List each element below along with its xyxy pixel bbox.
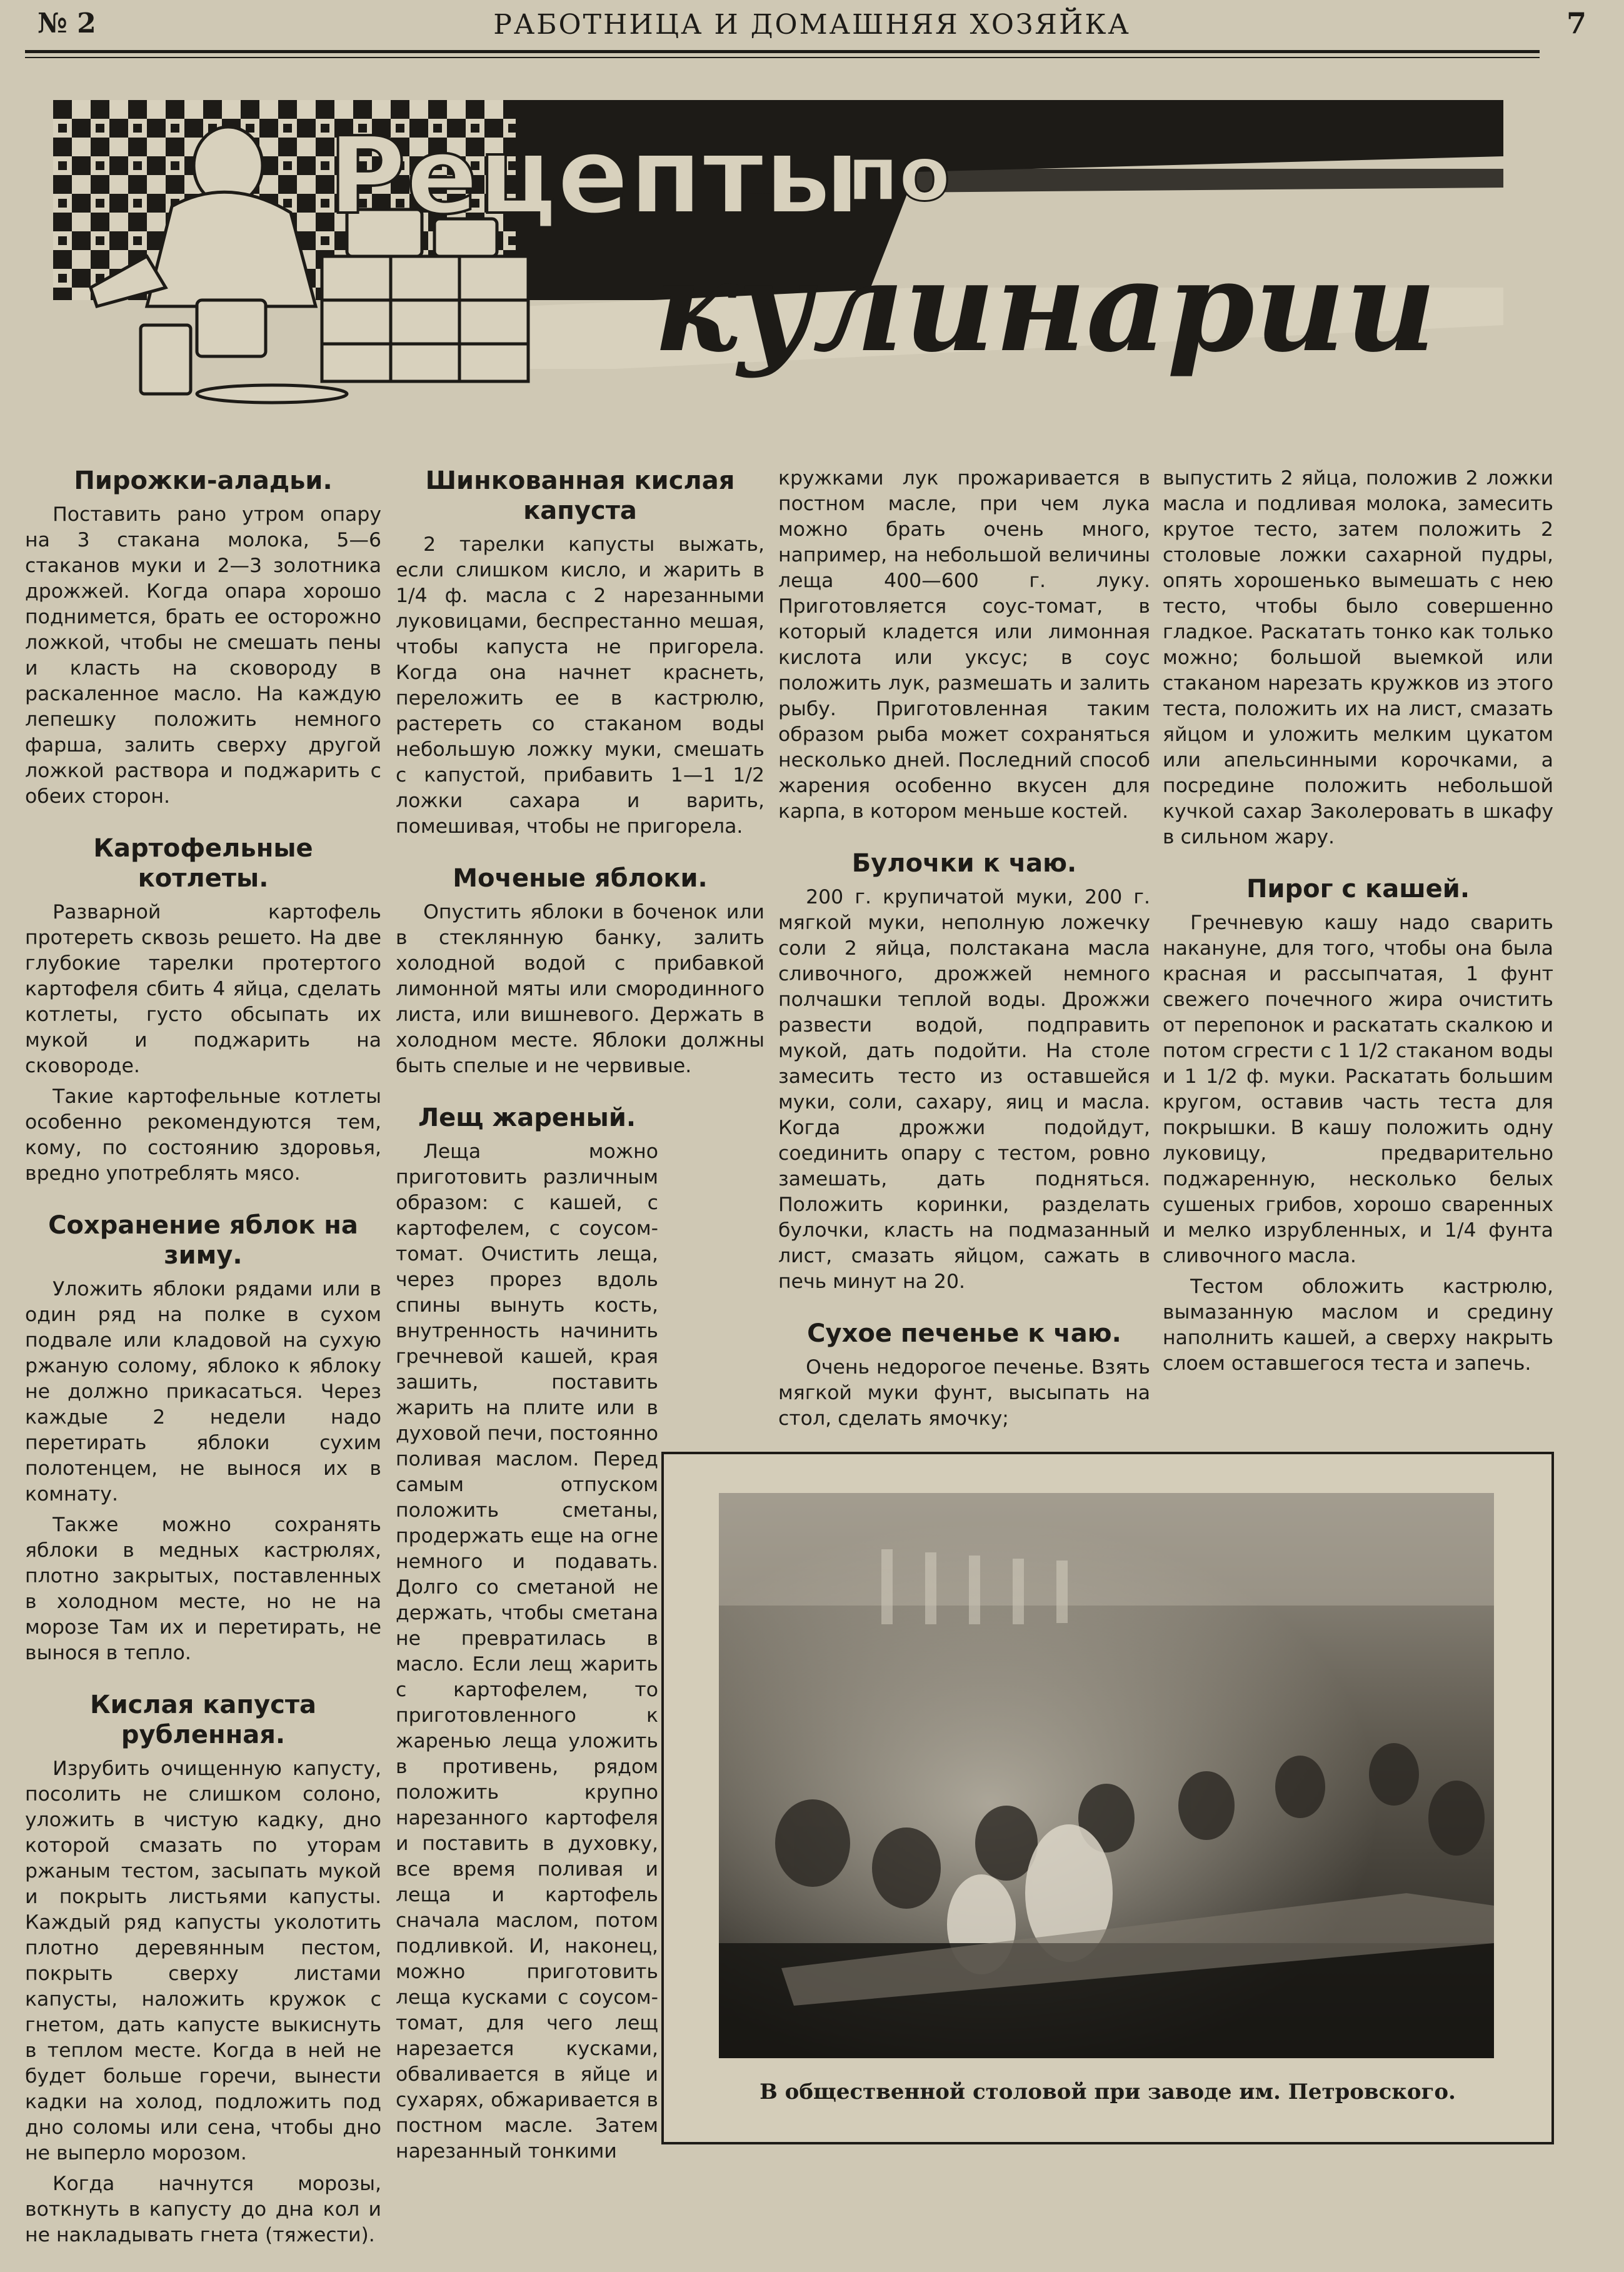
article-pechenye (778, 1319, 1150, 1432)
column-3 (778, 466, 1150, 1455)
article-yabloki-zima (25, 1210, 381, 1666)
article-text: Такие картофельные котлеты особенно рекомендуются тем, кому, по состоянию здоровья, вредно употреблять мясо. (25, 1085, 381, 1185)
article-pirog (1163, 874, 1553, 1377)
article-leshch-continued (778, 466, 1150, 825)
article-text: Когда начнутся морозы, воткнуть в капусту до дна кол и не накладывать гнета (тяжести). (25, 2173, 381, 2246)
stove (322, 256, 528, 381)
article-title: Кислая капуста рубленная. (89, 1691, 317, 1749)
article-text: Опустить яблоки в боченок или в стеклянную банку, залить холодной водой с прибавкой лимонной мяты или смородинного листа, или вишневого. Держать в холодном месте. Яблоки должны быть спелые и не червивые. (396, 901, 764, 1077)
article-text: Изрубить очищенную капусту, посолить не слишком солоно, уложить в чистую кадку, дно которой смазать по уторам ржаным тестом, засыпать мукой и покрыть листьями капусты. Каждый ряд капусты уколотить плотно деревянным пестом, покрыть сверху листами капусты, наложить кружок с гнетом, дать капусте выкиснуть в теплом месте. Когда в ней не будет больше горечи, вынести кадки на холод, подложить под дно соломы или сена, чтобы дно не выперло морозом. (25, 1757, 381, 2164)
article-text: Уложить яблоки рядами или в один ряд на полке в сухом подвале или кладовой на сухую ржаную солому, яблоко к яблоку не должно прикасаться. Через каждые 2 недели надо перетирать яблоки сухим полотенцем, не вынося их в комнату. (25, 1278, 381, 1505)
header-rule (25, 50, 1540, 58)
article-pirozhki (25, 466, 381, 810)
article-leshch (396, 1103, 658, 2164)
article-text: Также можно сохранять яблоки в медных кастрюлях, плотно закрытых, поставленных в холодном месте, но не на морозе Там их и перетирать, не вынося в тепло. (25, 1514, 381, 1664)
article-text: Тестом обложить кастрюлю, вымазанную маслом и средину наполнить кашей, а сверху накрыть слоем оставшегося теста и запечь. (1163, 1275, 1553, 1375)
column-1 (25, 466, 381, 2272)
article-text: Гречневую кашу надо сварить накануне, для того, чтобы она была красная и рассыпчатая, 1 фунт свежего почечного жира очистить от перепонок и раскатать скалкою и потом сгрести с 1 1/2 стаканом воды и 1 1/2 ф. муки. Раскатать большим кругом, оставив часть теста для покрышки. В кашу положить одну луковицу, предварительно поджаренную, несколько белых сушеных грибов, хорошо сваренных и мелко изрубленных, и 1/4 фунта сливочного масла. (1163, 912, 1553, 1267)
photo-frame (661, 1452, 1554, 2144)
article-kapusta-rublenaya (25, 1690, 381, 2248)
article-text: выпустить 2 яйца, положив 2 ложки масла и подливая молока, замесить крутое тесто, затем положить 2 столовые ложки сахарной пудры, опять хорошенько вымешать с нею тесто, чтобы было совершенно гладкое. Раскатать тонко как только можно; большой выемкой или стаканом нарезать кружков из этого теста, положить их на лист, смазать яйцом и уложить мелким цукатом или апельсинными корочками, а посредине положить небольшой кучкой сахар Заколеровать в шкафу в сильном жару. (1163, 467, 1553, 848)
article-text: Очень недорогое печенье. Взять мягкой муки фунт, высыпать на стол, сделать ямочку; (778, 1356, 1150, 1430)
article-title: Шинкованная кислая капуста (425, 466, 735, 525)
photo-caption: В общественной столовой при заводе им. Петровского. (759, 2079, 1456, 2104)
article-title: Булочки к чаю. (851, 849, 1077, 878)
article-bulochki (778, 848, 1150, 1295)
article-text: Леща можно приготовить различным образом: с кашей, с картофелем, с соусом-томат. Очистить леща, через прорез вдоль спины вынуть кость, внутренность начинить гречневой кашей, края зашить, поставить жарить на плите или в духовой печи, постоянно поливая маслом. Перед самым отпуском положить сметаны, продержать еще на огне немного и подавать. Долго со сметаной не держать, чтобы сметана не превратилась в масло. Если лещ жарить с картофелем, то приготовленного к жаренью леща уложить в противень, рядом положить крупно нарезанного картофеля и поставить в духовку, все время поливая и леща и картофель сначала маслом, потом подливкой. И, наконец, можно приготовить леща кусками с соусом-томат, для чего лещ нарезается кусками, обваливается в яйце и сухарях, обжаривается в постном масле. Затем нарезанный тонкими (396, 1140, 658, 2163)
article-title: Пирожки-аладьи. (74, 466, 333, 495)
article-kotlety (25, 833, 381, 1187)
article-text: 200 г. крупичатой муки, 200 г. мягкой муки, неполную ложечку соли 2 яйца, полстакана масла сливочного, дрожжей немного полчашки теплой воды. Дрожжи развести водой, подправить мукой, дать подойти. На столе замесить тесто из оставшейся муки, соли, сахару, яиц и масла. Когда дрожжи подойдут, соединить опару с тестом, ровно замешать, дать подняться. Положить коринки, разделать булочки, класть на подмазанный лист, смазать яйцом, сажать в печь минут на 20. (778, 886, 1150, 1293)
svg-text:кулинарии: кулинарии (653, 233, 1436, 380)
page-number: 7 (1566, 6, 1586, 40)
svg-text:по: по (847, 131, 951, 218)
article-text: 2 тарелки капусты выжать, если слишком кисло, и жарить в 1/4 ф. масла с 2 нарезанными луковицами, беспрестанно мешая, чтобы капуста не пригорела. Когда она начнет краснеть, переложить ее в кастрюлю, растереть со стаканом воды небольшую ложку муки, смешать с капустой, прибавить 1—1 1/2 ложки сахара и варить, помешивая, чтобы не пригорела. (396, 533, 764, 838)
recipes-banner (53, 100, 1503, 406)
issue-number: № 2 (38, 8, 96, 39)
publication-title: РАБОТНИЦА И ДОМАШНЯЯ ХОЗЯЙКА (493, 9, 1131, 41)
article-title: Сохранение яблок на зиму. (48, 1211, 358, 1270)
article-pechenye-continued (1163, 466, 1553, 850)
article-title: Сухое печенье к чаю. (807, 1319, 1121, 1348)
column-4 (1163, 466, 1553, 1400)
article-text: Разварной картофель протереть сквозь решето. На две глубокие тарелки протертого картофеля сбить 4 яйца, сделать котлеты, густо обсыпать их мукой и поджарить на сковороде. (25, 901, 381, 1077)
canteen-photo (719, 1493, 1494, 2058)
article-text: Поставить рано утром опару на 3 стакана молока, 5—6 стаканов муки и 2—3 золотника дрожжей. Когда опара хорошо поднимется, брать ее осторожно ложкой, чтобы не смешать пены и класть на сковороду в раскаленное масло. На каждую лепешку положить немного фарша, залить сверху другой ложкой раствора и поджарить с обеих сторон. (25, 503, 381, 808)
article-title: Лещ жареный. (418, 1103, 636, 1132)
article-title: Картофельные котлеты. (93, 834, 313, 893)
article-kapusta-shinkovannaya (396, 466, 764, 840)
article-mochenye (396, 863, 764, 1079)
article-title: Моченые яблоки. (453, 864, 708, 893)
article-text: кружками лук прожаривается в постном масле, при чем лука можно брать очень много, например, на небольшой величины леща 400—600 г. луку. Приготовляется соус-томат, в который кладется или лимонная кислота или уксус; в соус положить лук, размешать и залить рыбу. Приготовленная таким образом рыба может сохраняться несколько дней. Последний способ жарения особенно вкусен для карпа, в котором меньше костей. (778, 467, 1150, 823)
article-title: Пирог с кашей. (1246, 875, 1470, 903)
svg-text:Рецепты: Рецепты (328, 114, 860, 238)
